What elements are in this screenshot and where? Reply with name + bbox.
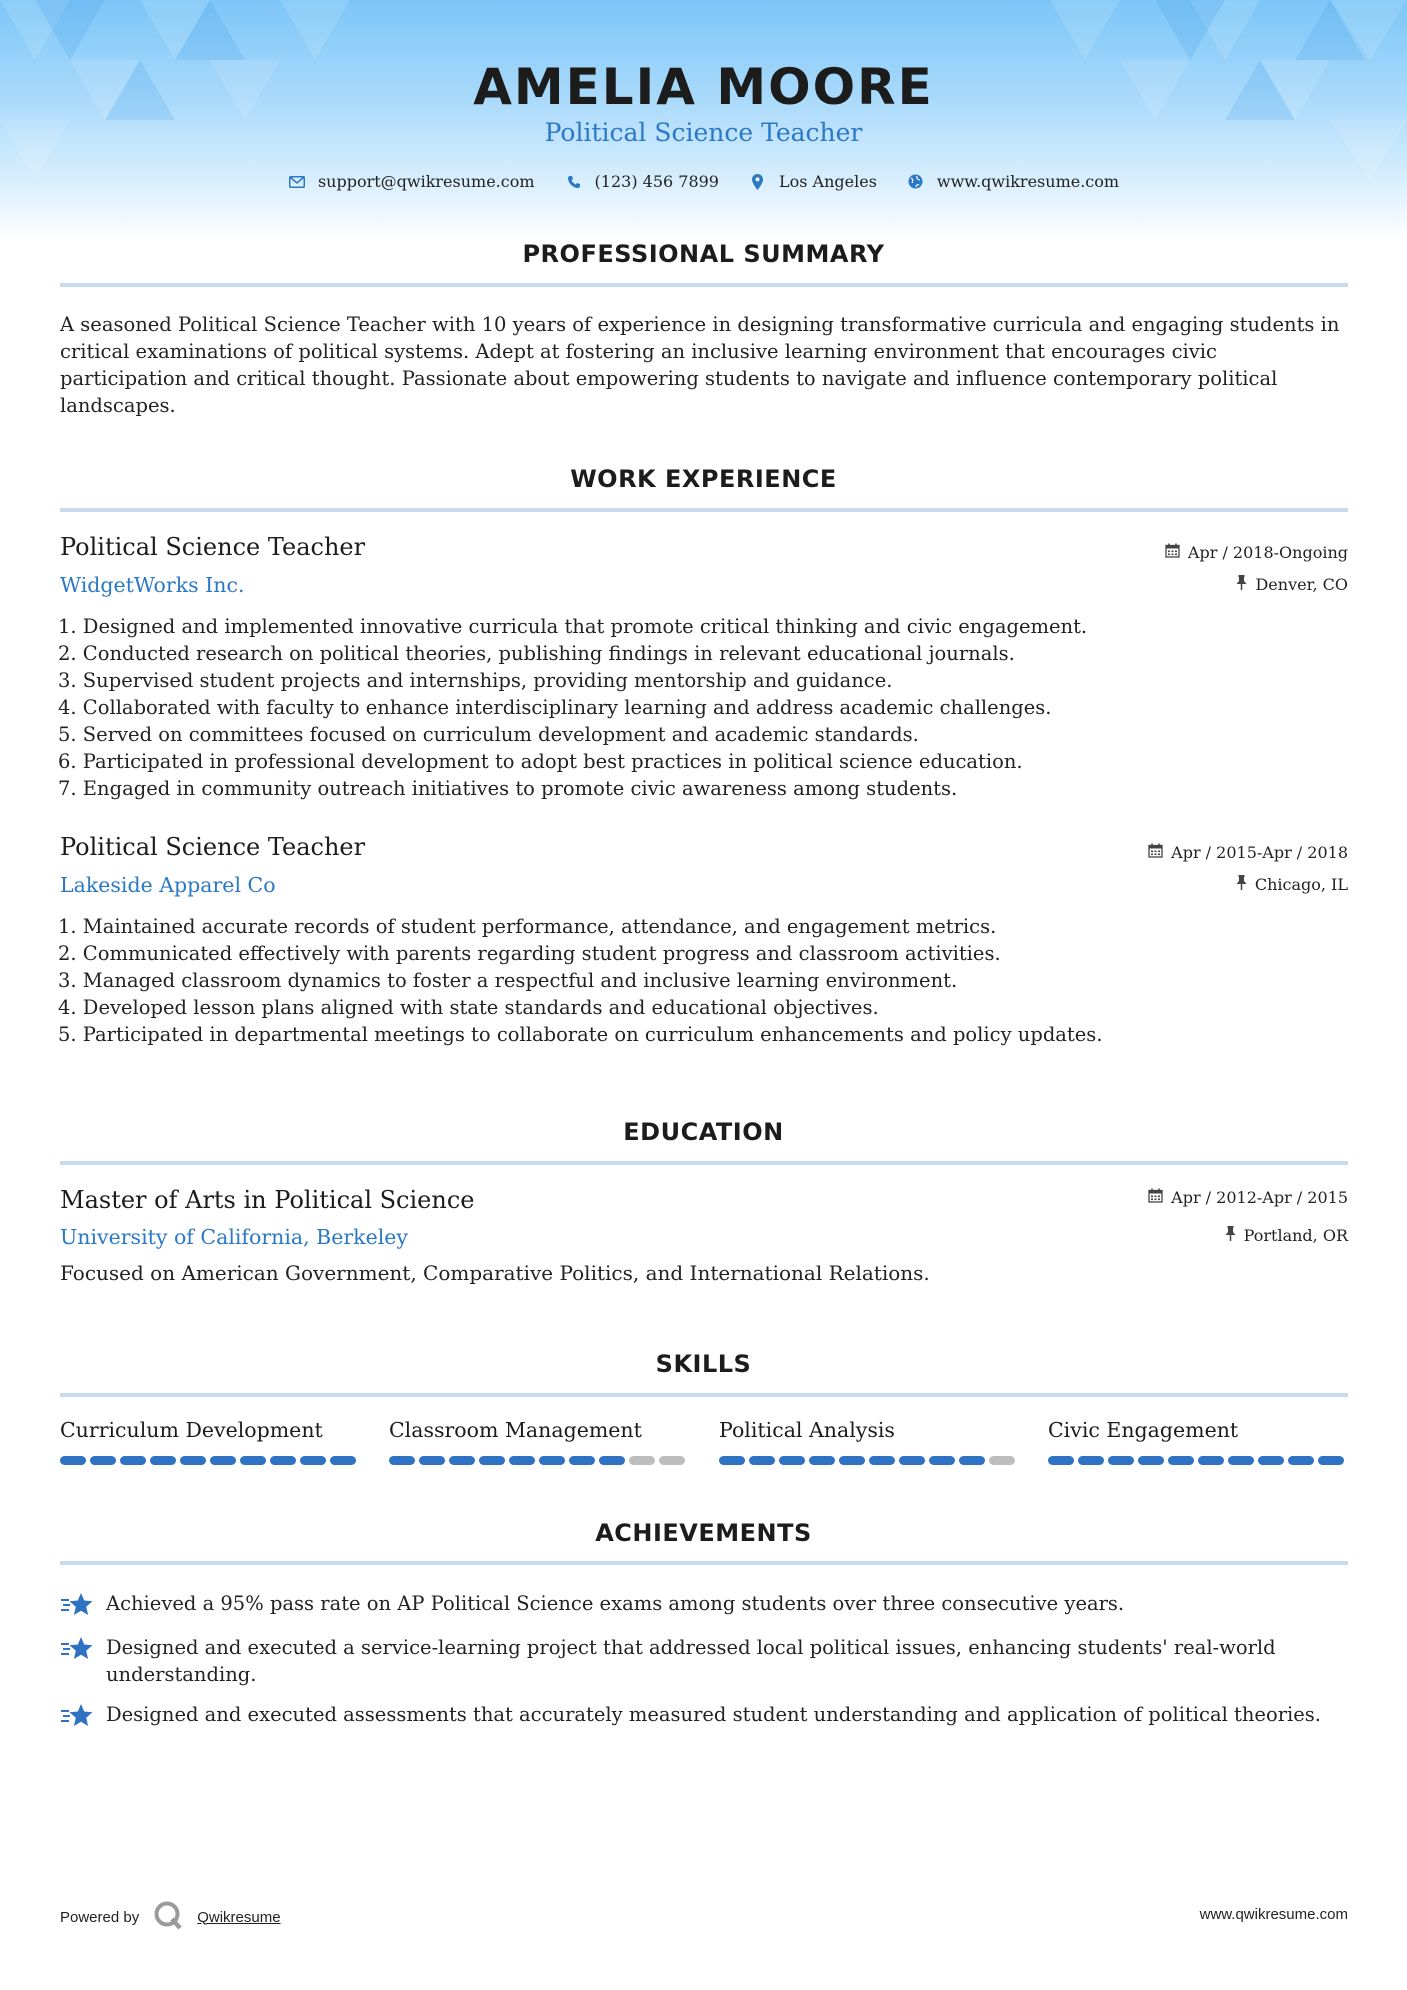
star-icon bbox=[60, 1634, 106, 1669]
job-bullet: 1. Designed and implemented innovative curricula that promote critical thinking and civic engagement. bbox=[58, 615, 1088, 638]
skill-level-segment-empty bbox=[659, 1456, 685, 1465]
skill-level-segment-filled bbox=[270, 1456, 296, 1465]
section-title-achievements: ACHIEVEMENTS bbox=[595, 1519, 812, 1547]
contact-email bbox=[288, 172, 535, 191]
skill-level-segment-filled bbox=[60, 1456, 86, 1465]
skill-level-segment-filled bbox=[839, 1456, 865, 1465]
pushpin-icon bbox=[1236, 875, 1247, 894]
job-bullet: 3. Managed classroom dynamics to foster a respectful and inclusive learning environment. bbox=[58, 969, 958, 992]
skill-level-segment-filled bbox=[599, 1456, 625, 1465]
achievement-text: Designed and executed assessments that accurately measured student understanding and application of political theories. bbox=[106, 1703, 1322, 1726]
education-school: University of California, Berkeley bbox=[60, 1225, 408, 1249]
skill-level-segment-filled bbox=[1168, 1456, 1194, 1465]
skill-level-segment-filled bbox=[479, 1456, 505, 1465]
job-dates-text: Apr / 2015-Apr / 2018 bbox=[1171, 843, 1348, 862]
skill-level-segment-filled bbox=[389, 1456, 415, 1465]
calendar-icon bbox=[1148, 843, 1163, 862]
skill-level-segment-filled bbox=[1078, 1456, 1104, 1465]
calendar-icon bbox=[1165, 543, 1180, 562]
skill-level-segment-filled bbox=[749, 1456, 775, 1465]
job-dates bbox=[1148, 843, 1348, 862]
job-bullet: 2. Conducted research on political theories, publishing findings in relevant educational journals. bbox=[58, 642, 1015, 665]
contact-email-text: support@qwikresume.com bbox=[317, 172, 535, 191]
skill-level-segment-filled bbox=[419, 1456, 445, 1465]
job-bullet: 6. Participated in professional development to adopt best practices in political science education. bbox=[58, 750, 1023, 773]
summary-text: A seasoned Political Science Teacher with 10 years of experience in designing transformative curricula and engaging students in critical examinations of political systems. Adept at fostering an inclusive learning environment that encourages civic participation and critical thought. Passionate about empowering students to navigate and influence contemporary political landscapes. bbox=[60, 313, 1340, 417]
powered-by-label: Powered by bbox=[60, 1908, 140, 1926]
job-bullets bbox=[58, 613, 1353, 802]
skill-level-bar bbox=[60, 1456, 360, 1465]
skill-item bbox=[60, 1418, 360, 1465]
pushpin-icon bbox=[1236, 575, 1247, 594]
skill-level-segment-filled bbox=[1108, 1456, 1134, 1465]
skill-level-segment-filled bbox=[1198, 1456, 1224, 1465]
job-bullet: 1. Maintained accurate records of student performance, attendance, and engagement metrics. bbox=[58, 915, 997, 938]
education-dates bbox=[1148, 1188, 1348, 1207]
skill-level-segment-filled bbox=[90, 1456, 116, 1465]
skill-item bbox=[719, 1418, 1019, 1465]
job-bullet: 4. Collaborated with faculty to enhance interdisciplinary learning and address academic challenges. bbox=[58, 696, 1052, 719]
skill-level-bar bbox=[719, 1456, 1019, 1465]
skill-level-segment-filled bbox=[569, 1456, 595, 1465]
skill-level-bar bbox=[1048, 1456, 1348, 1465]
achievement-text: Achieved a 95% pass rate on AP Political Science exams among students over three consecutive years. bbox=[106, 1592, 1125, 1615]
skill-level-segment-filled bbox=[449, 1456, 475, 1465]
skill-level-segment-filled bbox=[210, 1456, 236, 1465]
job-bullet: 4. Developed lesson plans aligned with state standards and educational objectives. bbox=[58, 996, 879, 1019]
skill-level-segment-filled bbox=[1318, 1456, 1344, 1465]
skill-level-segment-filled bbox=[150, 1456, 176, 1465]
job-company: Lakeside Apparel Co bbox=[60, 873, 276, 897]
job-bullet: 3. Supervised student projects and internships, providing mentorship and guidance. bbox=[58, 669, 893, 692]
footer-powered-by bbox=[60, 1900, 281, 1934]
skill-level-segment-filled bbox=[869, 1456, 895, 1465]
education-location bbox=[1225, 1226, 1348, 1245]
skill-name: Classroom Management bbox=[389, 1418, 642, 1442]
skill-level-segment-filled bbox=[809, 1456, 835, 1465]
contact-website-text: www.qwikresume.com bbox=[936, 172, 1120, 191]
job-dates bbox=[1165, 543, 1348, 562]
section-divider bbox=[60, 508, 1348, 512]
contact-phone bbox=[565, 172, 719, 191]
footer-url[interactable]: www.qwikresume.com bbox=[1199, 1906, 1348, 1923]
qwikresume-link[interactable]: Qwikresume bbox=[197, 1908, 281, 1926]
contact-website bbox=[907, 172, 1119, 191]
skill-name: Political Analysis bbox=[719, 1418, 895, 1442]
skill-name: Civic Engagement bbox=[1048, 1418, 1239, 1442]
skill-level-segment-filled bbox=[929, 1456, 955, 1465]
candidate-name: AMELIA MOORE bbox=[473, 58, 934, 116]
skill-level-segment-filled bbox=[719, 1456, 745, 1465]
skill-level-bar bbox=[389, 1456, 689, 1465]
job-bullet: 2. Communicated effectively with parents regarding student progress and classroom activities. bbox=[58, 942, 1001, 965]
candidate-role: Political Science Teacher bbox=[544, 118, 863, 147]
job-dates-text: Apr / 2018-Ongoing bbox=[1187, 543, 1348, 562]
contact-bar bbox=[0, 172, 1407, 191]
skill-level-segment-empty bbox=[989, 1456, 1015, 1465]
education-degree: Master of Arts in Political Science bbox=[60, 1186, 475, 1214]
job-bullet: 5. Participated in departmental meetings to collaborate on curriculum enhancements and policy updates. bbox=[58, 1023, 1103, 1046]
achievement-item bbox=[60, 1701, 1355, 1736]
calendar-icon bbox=[1148, 1188, 1163, 1207]
pushpin-icon bbox=[1225, 1226, 1236, 1245]
job-bullets bbox=[58, 913, 1353, 1048]
skill-item bbox=[1048, 1418, 1348, 1465]
job-location bbox=[1236, 875, 1348, 894]
contact-phone-text: (123) 456 7899 bbox=[594, 172, 719, 191]
skill-level-segment-filled bbox=[779, 1456, 805, 1465]
job-bullet: 5. Served on committees focused on curriculum development and academic standards. bbox=[58, 723, 919, 746]
job-company: WidgetWorks Inc. bbox=[60, 573, 245, 597]
education-dates-text: Apr / 2012-Apr / 2015 bbox=[1171, 1188, 1348, 1207]
achievement-text: Designed and executed a service-learning project that addressed local political issues, enhancing students' real-world understanding. bbox=[106, 1636, 1276, 1686]
job-location bbox=[1236, 575, 1348, 594]
envelope-icon bbox=[288, 173, 306, 191]
education-location-text: Portland, OR bbox=[1243, 1226, 1348, 1245]
skill-level-segment-filled bbox=[330, 1456, 356, 1465]
job-bullet: 7. Engaged in community outreach initiatives to promote civic awareness among students. bbox=[58, 777, 958, 800]
job-location-text: Denver, CO bbox=[1255, 575, 1348, 594]
globe-icon bbox=[907, 173, 925, 191]
map-marker-icon bbox=[749, 173, 767, 191]
qwikresume-logo-icon bbox=[153, 1900, 183, 1934]
education-description: Focused on American Government, Comparative Politics, and International Relations. bbox=[60, 1261, 930, 1285]
skill-level-segment-empty bbox=[629, 1456, 655, 1465]
skill-level-segment-filled bbox=[1258, 1456, 1284, 1465]
section-title-education: EDUCATION bbox=[623, 1118, 784, 1146]
skill-level-segment-filled bbox=[240, 1456, 266, 1465]
skill-level-segment-filled bbox=[1048, 1456, 1074, 1465]
section-title-summary: PROFESSIONAL SUMMARY bbox=[522, 240, 885, 268]
section-divider bbox=[60, 1561, 1348, 1565]
job-location-text: Chicago, IL bbox=[1254, 875, 1348, 894]
skill-level-segment-filled bbox=[1228, 1456, 1254, 1465]
contact-location bbox=[749, 172, 877, 191]
phone-icon bbox=[565, 173, 583, 191]
job-title: Political Science Teacher bbox=[60, 833, 366, 861]
section-divider bbox=[60, 283, 1348, 287]
contact-location-text: Los Angeles bbox=[778, 172, 877, 191]
skill-level-segment-filled bbox=[120, 1456, 146, 1465]
skill-level-segment-filled bbox=[899, 1456, 925, 1465]
section-divider bbox=[60, 1393, 1348, 1397]
star-icon bbox=[60, 1590, 106, 1625]
section-title-experience: WORK EXPERIENCE bbox=[570, 465, 837, 493]
section-title-skills: SKILLS bbox=[655, 1350, 752, 1378]
achievement-item bbox=[60, 1590, 1355, 1625]
skill-level-segment-filled bbox=[539, 1456, 565, 1465]
skill-level-segment-filled bbox=[1288, 1456, 1314, 1465]
skill-name: Curriculum Development bbox=[60, 1418, 323, 1442]
skill-level-segment-filled bbox=[300, 1456, 326, 1465]
skill-item bbox=[389, 1418, 689, 1465]
skill-level-segment-filled bbox=[959, 1456, 985, 1465]
achievement-item bbox=[60, 1634, 1355, 1688]
skill-level-segment-filled bbox=[1138, 1456, 1164, 1465]
job-title: Political Science Teacher bbox=[60, 533, 366, 561]
section-divider bbox=[60, 1161, 1348, 1165]
skill-level-segment-filled bbox=[180, 1456, 206, 1465]
star-icon bbox=[60, 1701, 106, 1736]
skill-level-segment-filled bbox=[509, 1456, 535, 1465]
